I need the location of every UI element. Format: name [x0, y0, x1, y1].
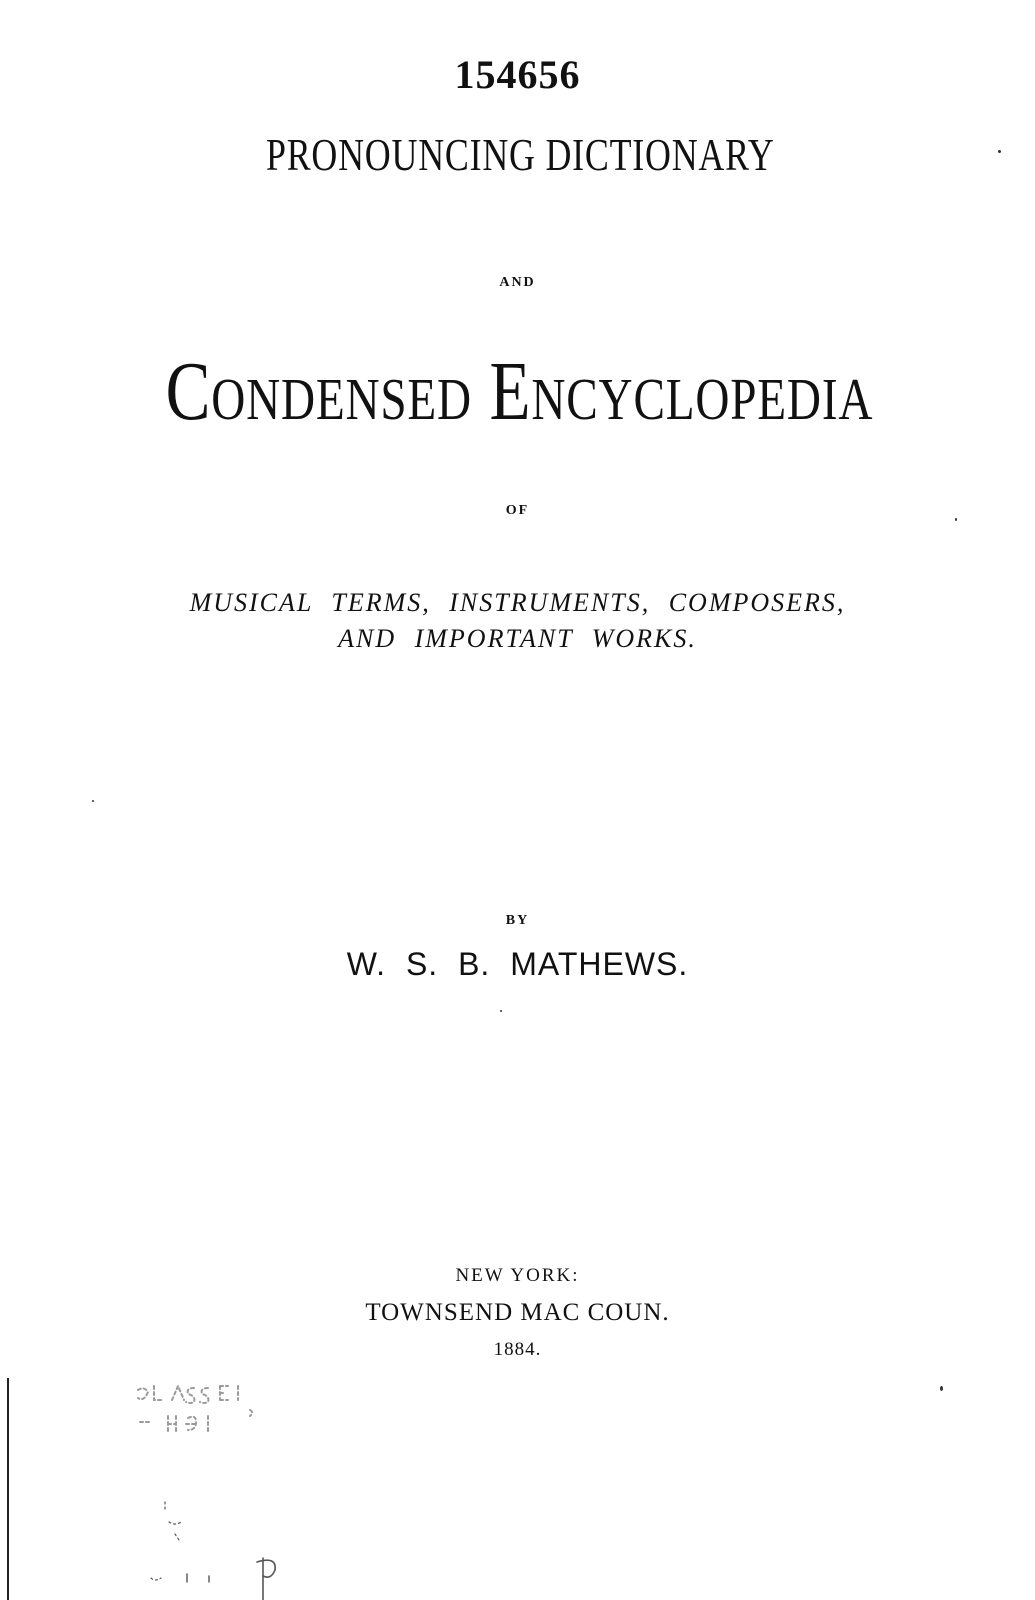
page-edge-line [7, 1378, 9, 1600]
by-label: BY [505, 913, 530, 928]
author-name: W. S. B. MATHEWS. [346, 946, 689, 982]
conjunction-and: AND [499, 275, 536, 290]
accession-number: 154656 [454, 52, 581, 97]
publication-year: 1884. [493, 1339, 542, 1360]
speck-mark [500, 1010, 502, 1012]
subtitle-line-2: AND IMPORTANT WORKS. [338, 624, 697, 653]
publication-place: NEW YORK: [455, 1265, 580, 1286]
publisher-name: TOWNSEND MAC COUN. [365, 1299, 670, 1326]
title-pronouncing-dictionary: PRONOUNCING DICTIONARY [265, 129, 775, 180]
library-stamp-icon [130, 1382, 280, 1452]
subtitle-line-1: MUSICAL TERMS, INSTRUMENTS, COMPOSERS, [189, 588, 846, 617]
speck-mark [955, 518, 957, 521]
speck-mark [92, 800, 94, 802]
preposition-of: OF [505, 503, 530, 518]
handwritten-pencil-mark-icon [145, 1490, 285, 1600]
speck-mark [998, 150, 1001, 153]
speck-mark [940, 1386, 943, 1391]
title-condensed-encyclopedia: Condensed Encyclopedia [165, 345, 874, 438]
